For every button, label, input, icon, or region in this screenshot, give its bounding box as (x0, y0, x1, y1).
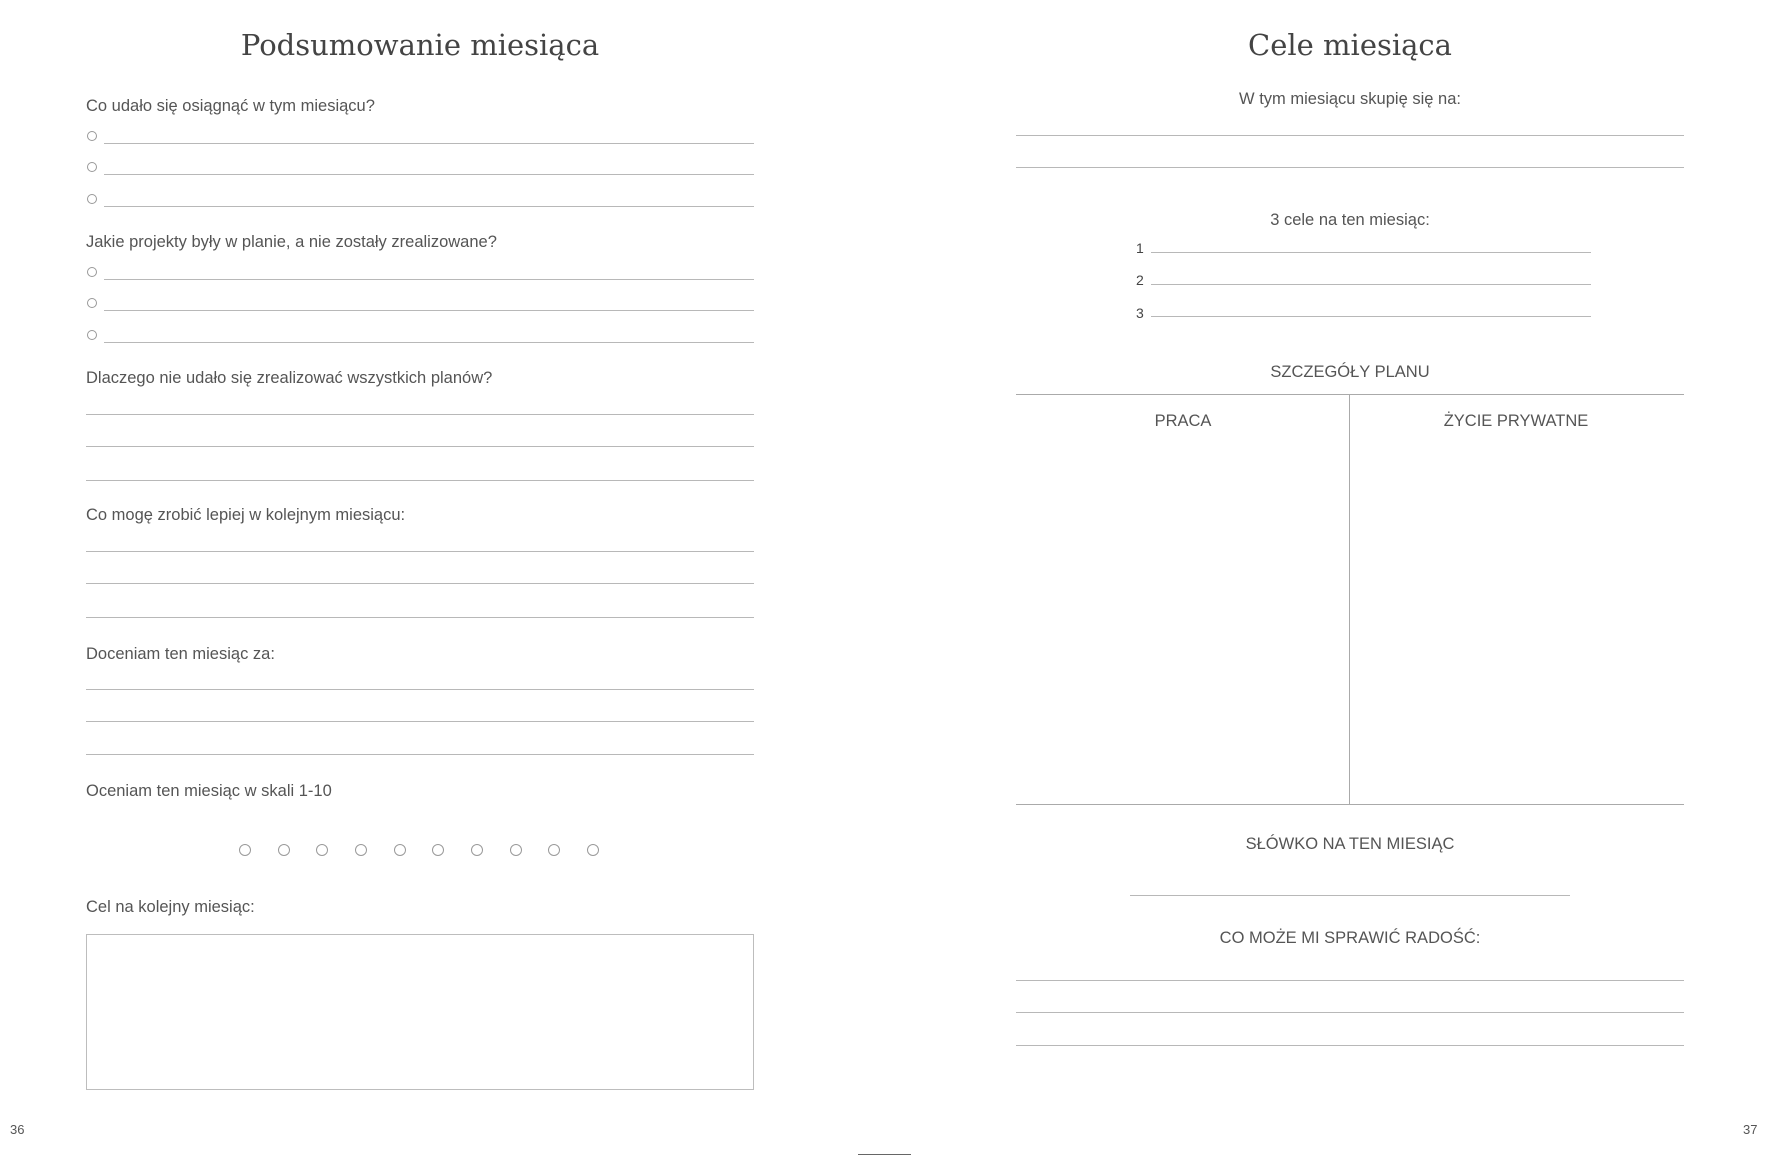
work-plan-area[interactable] (1017, 440, 1348, 800)
goals-label: 3 cele na ten miesiąc: (1270, 211, 1430, 229)
question-achieved: Co udało się osiągnąć w tym miesiącu? (86, 97, 375, 115)
question-next-goal: Cel na kolejny miesiąc: (86, 898, 255, 916)
question-appreciate: Doceniam ten miesiąc za: (86, 645, 275, 663)
answer-line[interactable] (86, 446, 754, 447)
plan-table-top-border (1016, 394, 1684, 395)
goal-line-3[interactable] (1151, 316, 1591, 317)
rating-circle-7[interactable] (471, 844, 483, 856)
word-of-month-line[interactable] (1130, 895, 1570, 896)
answer-line[interactable] (86, 583, 754, 584)
goal-number: 1 (1136, 240, 1144, 256)
answer-line[interactable] (104, 279, 754, 280)
answer-line[interactable] (86, 551, 754, 552)
bullet-circle[interactable] (87, 330, 97, 340)
rating-circle-5[interactable] (394, 844, 406, 856)
answer-line[interactable] (104, 206, 754, 207)
next-goal-box[interactable] (86, 934, 754, 1090)
bullet-circle[interactable] (87, 162, 97, 172)
joy-line[interactable] (1016, 1045, 1684, 1046)
left-page-title: Podsumowanie miesiąca (240, 28, 600, 62)
rating-circle-10[interactable] (587, 844, 599, 856)
rating-circle-8[interactable] (510, 844, 522, 856)
answer-line[interactable] (104, 310, 754, 311)
rating-circle-3[interactable] (316, 844, 328, 856)
question-unrealized: Jakie projekty były w planie, a nie zostały zrealizowane? (86, 233, 497, 251)
goal-line-2[interactable] (1151, 284, 1591, 285)
bullet-circle[interactable] (87, 194, 97, 204)
answer-line[interactable] (86, 480, 754, 481)
answer-line[interactable] (86, 754, 754, 755)
page-number-right: 37 (1743, 1122, 1758, 1137)
bullet-circle[interactable] (87, 267, 97, 277)
plan-table-divider (1349, 394, 1350, 804)
focus-line[interactable] (1016, 135, 1684, 136)
column-work-header: PRACA (1154, 412, 1212, 430)
right-page-title: Cele miesiąca (1248, 28, 1452, 62)
plan-table-bottom-border (1016, 804, 1684, 805)
question-rating: Oceniam ten miesiąc w skali 1-10 (86, 782, 332, 800)
question-why: Dlaczego nie udało się zrealizować wszystkich planów? (86, 369, 493, 387)
answer-line[interactable] (104, 174, 754, 175)
answer-line[interactable] (86, 414, 754, 415)
private-plan-area[interactable] (1351, 440, 1683, 800)
bullet-circle[interactable] (87, 131, 97, 141)
answer-line[interactable] (104, 143, 754, 144)
joy-heading: CO MOŻE MI SPRAWIĆ RADOŚĆ: (1219, 929, 1481, 947)
focus-label: W tym miesiącu skupię się na: (1239, 90, 1461, 108)
answer-line[interactable] (104, 342, 754, 343)
joy-line[interactable] (1016, 980, 1684, 981)
page-number-left: 36 (10, 1122, 25, 1137)
rating-circle-9[interactable] (548, 844, 560, 856)
question-better: Co mogę zrobić lepiej w kolejnym miesiącu: (86, 506, 406, 524)
answer-line[interactable] (86, 617, 754, 618)
rating-circle-4[interactable] (355, 844, 367, 856)
bullet-circle[interactable] (87, 298, 97, 308)
answer-line[interactable] (86, 689, 754, 690)
rating-circle-1[interactable] (239, 844, 251, 856)
goal-number: 3 (1136, 305, 1144, 321)
goal-number: 2 (1136, 272, 1144, 288)
joy-line[interactable] (1016, 1012, 1684, 1013)
word-of-month-heading: SŁÓWKO NA TEN MIESIĄC (1245, 835, 1455, 853)
plan-details-heading: SZCZEGÓŁY PLANU (1270, 363, 1430, 381)
rating-circle-6[interactable] (432, 844, 444, 856)
goal-line-1[interactable] (1151, 252, 1591, 253)
answer-line[interactable] (86, 721, 754, 722)
focus-line[interactable] (1016, 167, 1684, 168)
rating-circle-2[interactable] (278, 844, 290, 856)
column-private-header: ŻYCIE PRYWATNE (1443, 412, 1589, 430)
